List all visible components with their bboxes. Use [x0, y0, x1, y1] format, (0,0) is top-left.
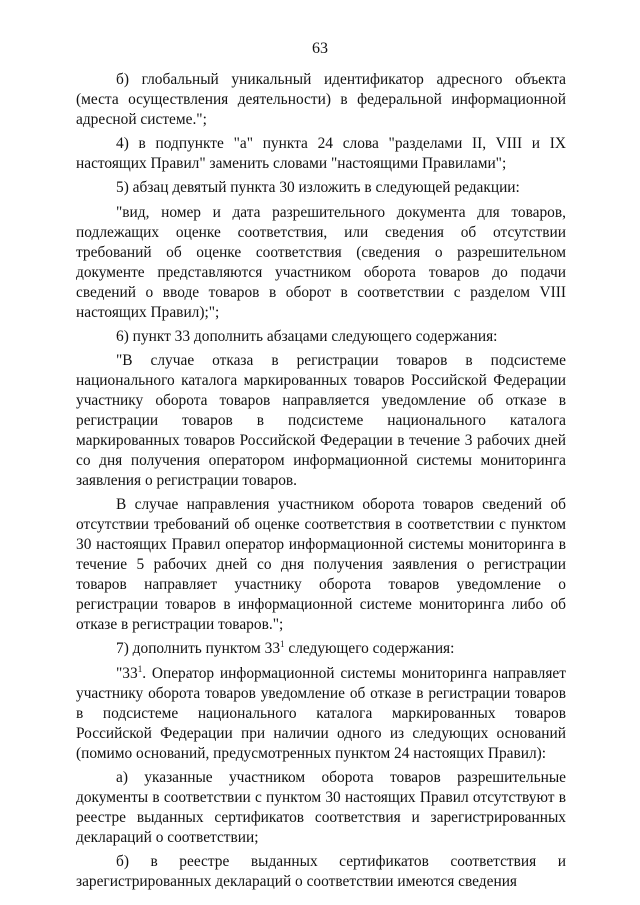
item-7-text: 7) дополнить пунктом 33 [116, 640, 281, 658]
page-number: 63 [312, 40, 328, 57]
paragraph-item-4: 4) в подпункте "а" пункта 24 слова "разделами II, VIII и IX настоящих Правил" заменить словами "настоящими Правилами"; [76, 135, 566, 173]
paragraph-item-5: 5) абзац девятый пункта 30 изложить в следующей редакции: [116, 179, 520, 197]
paragraph-item-b-address: б) глобальный уникальный идентификатор адресного объекта (места осуществления деятельности) в федеральной информационной адресной системе."; [76, 71, 566, 128]
item-7-text-end: следующего содержания: [284, 640, 455, 658]
paragraph-33-1 [76, 664, 566, 764]
subitem-b: б) в реестре выданных сертификатов соответствия и зарегистрированных деклараций о соответствии имеются сведения [76, 852, 566, 890]
paragraph-refusal-registration: "В случае отказа в регистрации товаров в подсистеме национального каталога маркированных товаров Российской Федерации участнику оборота товаров направляется уведомление об отказе в регистрации товаров в подсистеме национального каталога маркированных товаров Российской Федерации в течение 3 рабочих дней со дня получения оператором информационной системы мониторинга заявления о регистрации товаров. [76, 351, 566, 489]
paragraph-no-conformity-requirements: В случае направления участником оборота товаров сведений об отсутствии требований об оценке соответствия в соответствии с пунктом 30 настоящих Правил оператор информационной системы мониторинга в течение 5 рабочих дней со дня получения заявления о регистрации товаров направляет участнику оборота товаров уведомление о регистрации товаров в информационной системе мониторинга либо об отказе в регистрации товаров."; [76, 496, 566, 634]
paragraph-33-1-text: . Оператор информационной системы мониторинга направляет участнику оборота товаров уведомление об отказе в регистрации товаров в подсистеме национального каталога маркированных товаров Российской Федерации при наличии одного из следующих оснований (помимо оснований, предусмотренных пунктом 24 настоящих Правил): [76, 664, 566, 762]
paragraph-33-1-superscript: 1 [137, 663, 143, 674]
paragraph-quote-permit-document: "вид, номер и дата разрешительного документа для товаров, подлежащих оценке соответствия, или сведения об отсутствии требований об оценке соответствия (сведения о разрешительном документе представляются участником оборота товаров до подачи сведений о вводе товаров в оборот в соответствии с разделом VIII настоящих Правил);"; [76, 203, 566, 321]
paragraph-item-7 [76, 639, 566, 659]
document-body [76, 70, 566, 892]
item-7-superscript: 1 [280, 639, 285, 650]
subitem-a: а) указанные участником оборота товаров разрешительные документы в соответствии с пунктом 30 настоящих Правил отсутствуют в реестре выданных сертификатов соответствия и зарегистрированных деклараций о соответствии; [76, 768, 566, 846]
paragraph-33-1-number: "33 [116, 664, 138, 682]
paragraph-item-6: 6) пункт 33 дополнить абзацами следующего содержания: [116, 327, 498, 345]
